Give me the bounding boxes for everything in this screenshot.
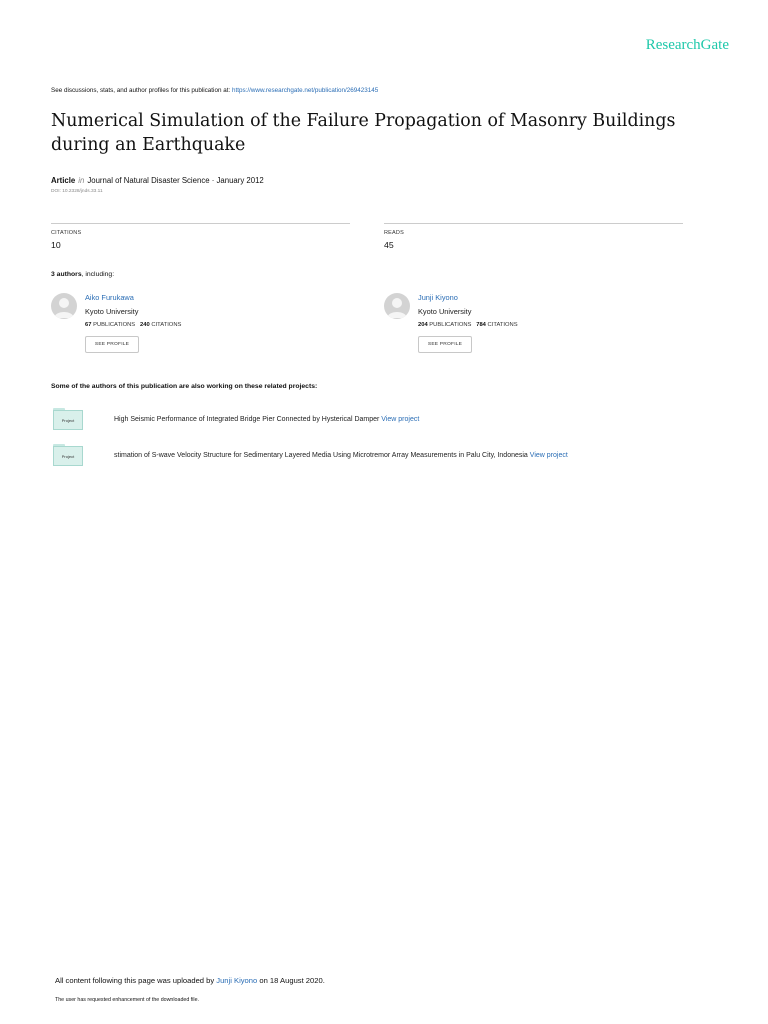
view-project-link[interactable]: View project (529, 452, 568, 459)
author-publications-count: 204 (418, 322, 428, 328)
publication-meta (51, 176, 264, 185)
project-folder-icon (53, 408, 83, 430)
journal-info: Journal of Natural Disaster Science · January 2012 (87, 176, 264, 185)
authors-suffix: , including: (81, 271, 115, 278)
author-citations-count: 784 (476, 322, 486, 328)
citations-value: 10 (51, 240, 61, 250)
project-icon-label: Project (61, 453, 75, 459)
author-institution: Kyoto University (85, 307, 139, 316)
upload-suffix: on 18 August 2020. (259, 976, 325, 985)
author-citations-label: CITATIONS (487, 322, 518, 328)
author-name-link[interactable]: Aiko Furukawa (85, 293, 134, 302)
researchgate-logo[interactable]: ResearchGate (645, 37, 729, 53)
view-project-link[interactable]: View project (381, 416, 420, 423)
see-profile-button[interactable]: SEE PROFILE (418, 336, 472, 353)
author-publications-count: 67 (85, 322, 92, 328)
authors-count: 3 authors (51, 271, 82, 278)
discussion-line (51, 87, 378, 94)
article-type: Article (51, 176, 76, 185)
author-name-link[interactable]: Junji Kiyono (418, 293, 458, 302)
publication-url-link[interactable]: https://www.researchgate.net/publication/269423145 (231, 87, 379, 94)
project-title: High Seismic Performance of Integrated Bridge Pier Connected by Hysterical Damper (114, 416, 380, 423)
author-institution: Kyoto University (418, 307, 472, 316)
publication-title: Numerical Simulation of the Failure Propagation of Masonry Buildings during an Earthquake (51, 111, 676, 155)
reads-label: READS (384, 230, 404, 236)
upload-notice (55, 976, 325, 985)
author-publications-label: PUBLICATIONS (93, 322, 136, 328)
discussion-text: See discussions, stats, and author profiles for this publication at: (51, 87, 231, 94)
project-folder-icon (53, 444, 83, 466)
project-item (114, 416, 419, 423)
project-icon-label: Project (61, 417, 75, 423)
author-avatar-icon[interactable] (51, 293, 77, 319)
author-citations-label: CITATIONS (151, 322, 182, 328)
author-avatar-icon[interactable] (384, 293, 410, 319)
project-item (114, 452, 568, 459)
author-citations-count: 240 (140, 322, 150, 328)
project-title: stimation of S-wave Velocity Structure for Sedimentary Layered Media Using Microtremor Array Measurements in Palu City, Indonesia (114, 452, 528, 459)
see-profile-button[interactable]: SEE PROFILE (85, 336, 139, 353)
related-projects-heading: Some of the authors of this publication are also working on these related projects: (51, 383, 318, 390)
meta-in: in (78, 176, 85, 185)
citations-label: CITATIONS (51, 230, 82, 236)
uploader-link[interactable]: Junji Kiyono (216, 976, 258, 985)
enhancement-note: The user has requested enhancement of the downloaded file. (55, 997, 199, 1003)
reads-divider (384, 223, 683, 224)
author-stats (418, 322, 518, 328)
upload-prefix: All content following this page was uploaded by (55, 976, 215, 985)
author-stats (85, 322, 181, 328)
reads-value: 45 (384, 240, 394, 250)
doi: DOI: 10.2328/jnds.33.11 (51, 189, 103, 194)
authors-heading (51, 271, 114, 278)
author-publications-label: PUBLICATIONS (429, 322, 472, 328)
citations-divider (51, 223, 350, 224)
